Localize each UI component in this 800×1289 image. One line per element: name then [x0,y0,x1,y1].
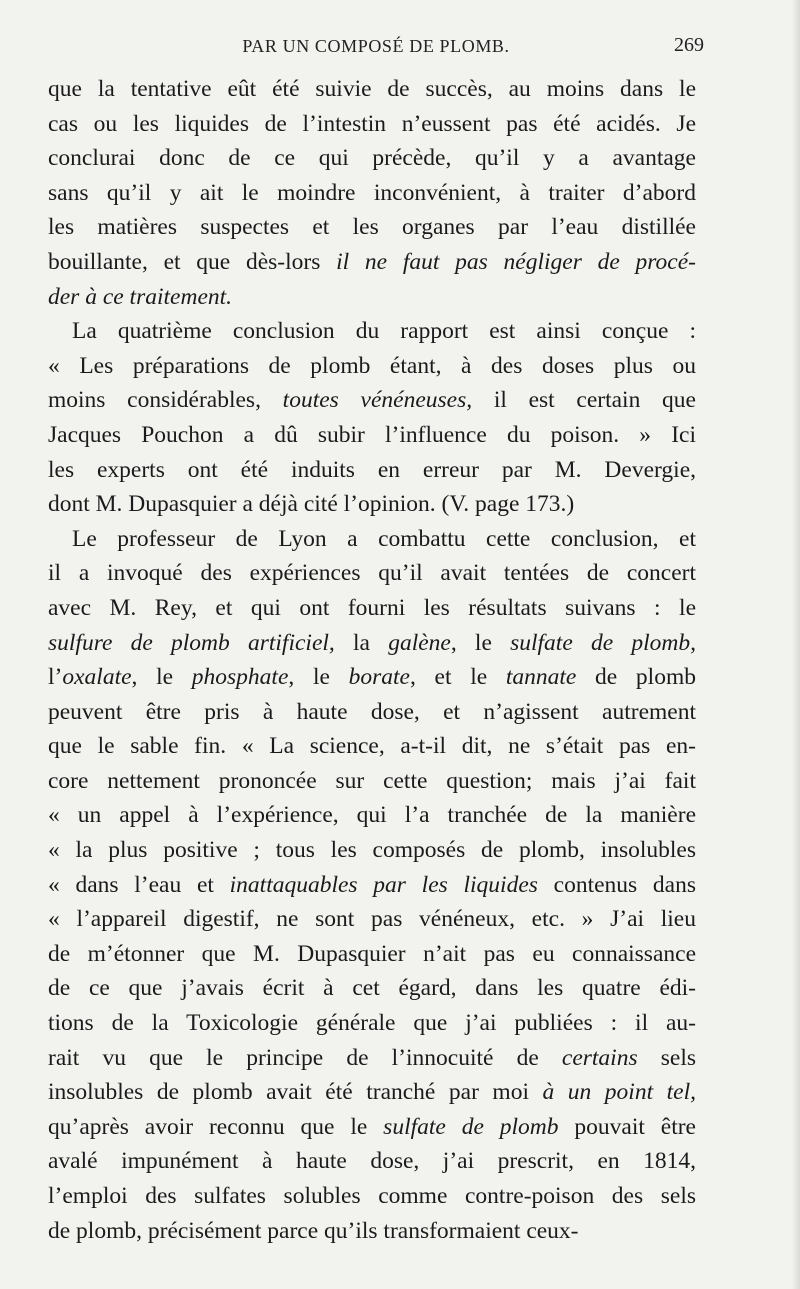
text-line [48,591,696,626]
text-line [48,833,696,868]
text-run: sels [637,1044,696,1071]
text-run: pouvait être [558,1113,696,1140]
text-run: , et le [409,664,506,691]
text-run: moins considérables, [48,387,283,414]
text-line [48,383,696,418]
text-line [48,1075,696,1110]
italic-text: galène [388,629,451,656]
text-line [48,418,696,453]
italic-text: sulfure de plomb artificiel, [48,629,335,656]
paragraph [48,314,696,522]
text-run: tions de la Toxicologie générale que j’ai publiées : il au- [48,1010,696,1037]
text-run: « la plus positive ; tous les composés de plomb, insolubles [48,837,696,864]
text-line [48,764,696,799]
text-line [48,210,696,245]
page-header [48,30,704,70]
paragraph [48,522,696,1248]
text-line [48,107,696,142]
text-run: core nettement prononcée sur cette question; mais j’ai fait [48,767,696,794]
text-line [48,1179,696,1214]
text-run: avalé impunément à haute dose, j’ai prescrit, en 1814, [48,1148,696,1175]
text-run: de plomb [576,664,696,691]
italic-text: oxalate [62,664,132,691]
paragraph [48,72,696,314]
text-run: la [334,629,389,656]
italic-text: sulfate de plomb, [510,629,696,656]
text-run: peuvent être pris à haute dose, et n’agissent autrement [48,698,696,725]
text-run: « Les préparations de plomb étant, à des doses plus ou [48,352,696,379]
text-line [48,280,696,315]
text-run: , le [450,629,511,656]
text-run: conclurai donc de ce qui précède, qu’il y a avantage [48,145,696,172]
text-line [48,937,696,972]
text-line [48,487,696,522]
text-run: , le [131,664,192,691]
italic-text: borate [348,664,410,691]
text-run: les experts ont été induits en erreur par M. Devergie, [48,456,696,483]
text-line [48,453,696,488]
text-line [48,522,696,557]
text-line [48,626,696,661]
text-run: « l’appareil digestif, ne sont pas vénéneux, etc. » J’ai lieu [48,906,696,933]
text-run: , le [288,664,349,691]
text-run: que la tentative eût été suivie de succès, au moins dans le [48,76,696,102]
text-run: il a invoqué des expériences qu’il avait tentées de concert [48,560,696,587]
text-run: l’emploi des sulfates solubles comme contre-poison des sels [48,1183,696,1209]
text-run: « dans l’eau et [48,871,230,898]
text-run: rait vu que le principe de l’innocuité de [48,1044,562,1071]
text-line [48,660,696,695]
italic-text: phosphate [191,664,289,691]
text-line [48,1110,696,1145]
text-line [48,1214,696,1249]
italic-text: der à ce traitement. [48,283,233,310]
italic-text: sulfate de plomb [383,1113,559,1140]
text-run: Jacques Pouchon a dû subir l’influence du poison. » Ici [48,421,696,448]
text-line [48,868,696,903]
text-line [48,245,696,280]
text-line [48,971,696,1006]
text-line [48,349,696,384]
italic-text: inattaquables par les liquides [229,871,538,898]
text-run: insolubles de plomb avait été tranché par moi [48,1079,543,1106]
text-run: contenus dans [537,871,696,898]
text-line [48,902,696,937]
text-line [48,314,696,349]
body-text [48,72,696,1248]
text-run: « un appel à l’expérience, qui l’a tranchée de la manière [48,802,696,829]
text-run: de ce que j’avais écrit à cet égard, dans les quatre édi- [48,975,696,1002]
italic-text: il ne faut pas négliger de procé- [336,248,696,275]
text-line [48,176,696,211]
text-run: de plomb, précisément parce qu’ils transformaient ceux- [48,1217,579,1244]
italic-text: toutes vénéneuses, [282,387,473,414]
italic-text: certains [561,1044,638,1071]
text-line [48,1041,696,1076]
text-line [48,141,696,176]
page-number: 269 [674,34,704,56]
text-run: qu’après avoir reconnu que le [48,1113,384,1140]
text-run: il est certain que [472,387,696,414]
text-run: que le sable fin. « La science, a-t-il dit, ne s’était pas en- [48,733,696,760]
text-line [48,1006,696,1041]
text-line [48,798,696,833]
text-line [48,72,696,107]
running-title: PAR UN COMPOSÉ DE PLOMB. [242,36,510,56]
text-line [48,1144,696,1179]
italic-text: à un point tel, [542,1079,696,1106]
text-run: Le professeur de Lyon a combattu cette conclusion, et [72,525,696,552]
text-run: cas ou les liquides de l’intestin n’eussent pas été acidés. Je [48,110,696,137]
text-run: de m’étonner que M. Dupasquier n’ait pas eu connaissance [48,940,696,967]
text-line [48,556,696,591]
text-run: l’ [48,664,63,691]
text-run: sans qu’il y ait le moindre inconvénient, à traiter d’abord [48,179,696,206]
text-run: La quatrième conclusion du rapport est ainsi conçue : [72,318,696,345]
text-run: dont M. Dupasquier a déjà cité l’opinion. (V. page 173.) [48,491,575,518]
text-run: bouillante, et que dès-lors [48,248,337,275]
page-edge-shadow [792,0,800,1289]
text-run: les matières suspectes et les organes par l’eau distillée [48,214,696,241]
text-run: avec M. Rey, et qui ont fourni les résultats suivans : le [48,594,696,621]
text-line [48,695,696,730]
italic-text: tannate [505,664,577,691]
text-line [48,729,696,764]
